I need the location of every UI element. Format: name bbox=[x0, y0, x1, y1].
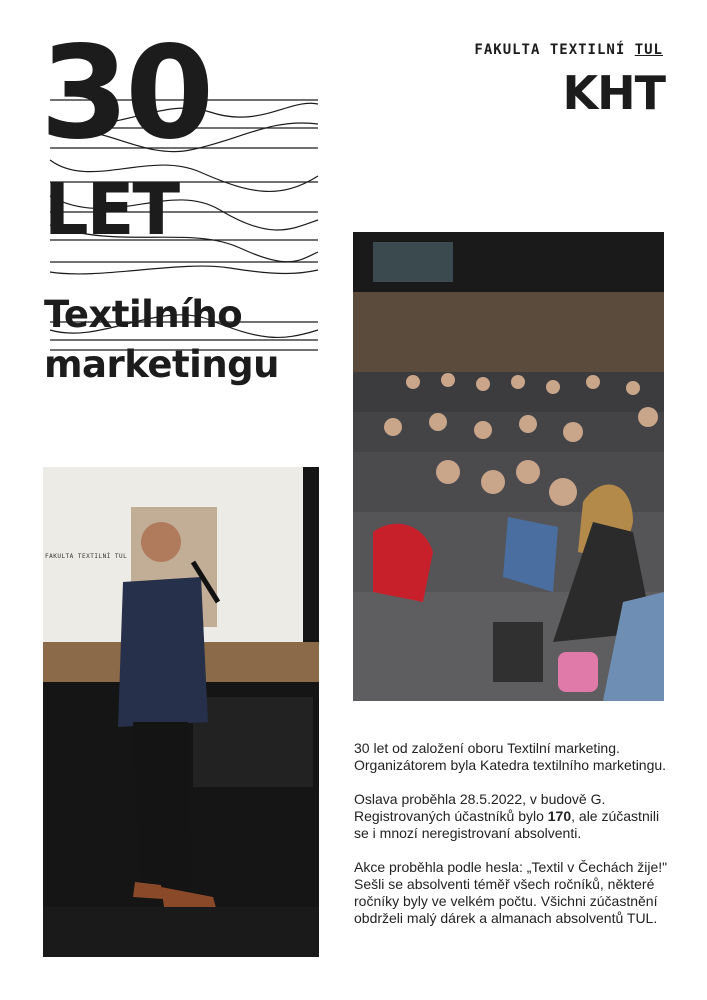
paragraph-motto: Akce proběhla podle hesla: „Textil v Čechách žije!" Sešli se absolventi téměř všech ročníků, některé ročníky byly ve velkém počtu. Všichni zúčastnění obdrželi malý dárek a almanach absolventů TUL. bbox=[354, 859, 668, 926]
details-text-start: Oslava proběhla 28.5.2022, v budově G. Registrovaných účastníků bylo bbox=[354, 791, 606, 824]
paragraph-details bbox=[354, 791, 674, 842]
paragraph-intro: 30 let od založení oboru Textilní marketing. Organizátorem byla Katedra textilního marketingu. bbox=[354, 740, 667, 773]
subtitle-line-1: Textilního bbox=[44, 293, 243, 336]
faculty-label bbox=[474, 42, 663, 58]
audience-photo bbox=[353, 232, 664, 701]
faculty-name: FAKULTA TEXTILNÍ bbox=[474, 42, 626, 58]
speaker-photo bbox=[43, 467, 319, 957]
department-code: KHT bbox=[562, 66, 665, 120]
projected-screen-text: FAKULTA TEXTILNÍ TUL bbox=[45, 553, 128, 560]
speaker-illustration bbox=[43, 467, 319, 957]
audience-illustration bbox=[353, 232, 664, 701]
details-text-end: , ale zúčastnili se i mnozí neregistrovaní absolventi. bbox=[354, 808, 660, 841]
article-text bbox=[354, 740, 674, 944]
faculty-tul-logo: TUL bbox=[634, 42, 663, 58]
subtitle-line-2: marketingu bbox=[44, 343, 280, 386]
title-let: LET bbox=[44, 169, 179, 251]
participant-count: 170 bbox=[547, 808, 572, 824]
title-number: 30 bbox=[40, 19, 211, 168]
